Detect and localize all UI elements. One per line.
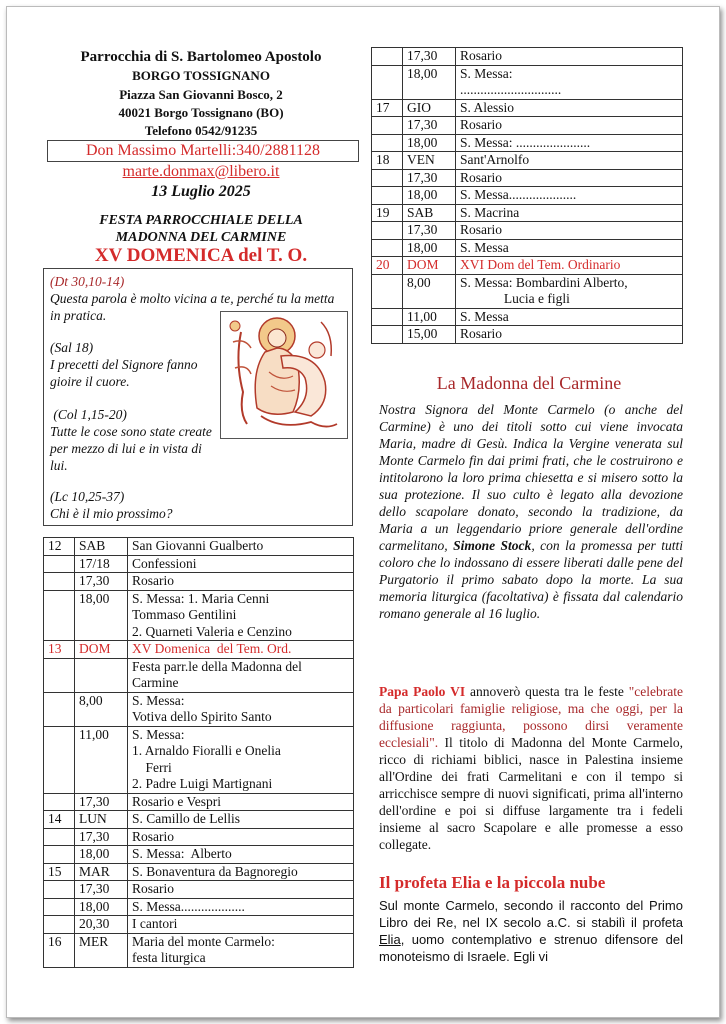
event-text: Sant'Arnolfo <box>456 152 683 170</box>
sunday-title: XV DOMENICA del T. O. <box>94 245 308 266</box>
day-number <box>372 117 403 135</box>
day-number <box>372 274 403 308</box>
good-samaritan-illustration <box>220 311 348 439</box>
day-number <box>372 65 403 99</box>
schedule-row <box>372 187 683 205</box>
day-number <box>44 658 75 692</box>
schedule-row <box>372 169 683 187</box>
event-text: Rosario <box>128 573 354 591</box>
schedule-row <box>44 590 354 641</box>
day-or-time: 18,00 <box>403 187 456 205</box>
schedule-row <box>372 274 683 308</box>
day-number <box>44 846 75 864</box>
reading-3 <box>50 406 212 474</box>
day-or-time: DOM <box>75 641 128 659</box>
schedule-row <box>44 846 354 864</box>
day-number <box>44 916 75 934</box>
day-or-time: SAB <box>75 538 128 556</box>
schedule-row <box>372 222 683 240</box>
event-text: S. Alessio <box>456 99 683 117</box>
day-or-time: 17/18 <box>75 555 128 573</box>
day-number <box>44 726 75 793</box>
reading-text: Tutte le cose sono state create per mezzo di lui e in vista di lui. <box>50 424 212 473</box>
schedule-row <box>44 692 354 726</box>
day-or-time: 8,00 <box>75 692 128 726</box>
event-text: Confessioni <box>128 555 354 573</box>
day-number: 14 <box>44 811 75 829</box>
madonna-text-a: Nostra Signora del Monte Carmelo (o anche del Carmine) è uno dei titoli sotto cui viene invocata Maria, madre di Gesù. Indica la Vergine venerata sul Monte Carmelo fin dai primi frati, che le costruirono e intitolarono la loro prima chiesetta e si misero sotto la sua protezione. Il suo culto è legato alla devozione dello scapolare donato, secondo la tradizione, da Maria a un leggendario priore generale dell'ordine carmelitano, <box>379 402 683 553</box>
day-or-time: 17,30 <box>403 169 456 187</box>
schedule-row <box>44 828 354 846</box>
day-number <box>44 898 75 916</box>
event-text: S. Macrina <box>456 204 683 222</box>
event-text: Rosario <box>456 222 683 240</box>
schedule-row <box>372 326 683 344</box>
event-text: S. Messa................... <box>128 898 354 916</box>
day-or-time: LUN <box>75 811 128 829</box>
day-number <box>372 326 403 344</box>
reading-ref: (Col 1,15-20) <box>53 407 127 422</box>
madonna-section-title: La Madonna del Carmine <box>436 373 622 393</box>
day-number <box>372 169 403 187</box>
town-name: BORGO TOSSIGNANO <box>132 68 270 83</box>
day-number: 13 <box>44 641 75 659</box>
day-number: 18 <box>372 152 403 170</box>
schedule-row <box>372 152 683 170</box>
schedule-row <box>372 65 683 99</box>
schedule-table-left <box>43 537 354 968</box>
day-number: 15 <box>44 863 75 881</box>
schedule-row <box>44 658 354 692</box>
event-text: S. Messa: ...................... <box>456 134 683 152</box>
priest-contact: Don Massimo Martelli:340/2881128 <box>47 140 359 162</box>
schedule-row <box>44 881 354 899</box>
day-or-time: 17,30 <box>75 573 128 591</box>
day-or-time <box>75 658 128 692</box>
day-or-time: 17,30 <box>403 117 456 135</box>
event-text: S. Camillo de Lellis <box>128 811 354 829</box>
day-number <box>44 828 75 846</box>
reading-2 <box>50 339 210 390</box>
schedule-row <box>44 726 354 793</box>
event-text: S. Messa: .............................. <box>456 65 683 99</box>
schedule-row <box>44 933 354 967</box>
pope-quote: "celebrate da particolari famiglie religiose, ma che oggi, per la diffusione raggiunta, possono dirsi veramente ecclesiali". <box>379 684 683 750</box>
phone: Telefono 0542/91235 <box>144 123 258 138</box>
day-or-time: 17,30 <box>75 881 128 899</box>
event-text: S. Messa <box>456 308 683 326</box>
madonna-paragraph-1 <box>379 401 683 622</box>
address: Piazza San Giovanni Bosco, 2 <box>119 87 283 102</box>
schedule-row <box>44 916 354 934</box>
elia-section-title: Il profeta Elia e la piccola nube <box>379 873 606 892</box>
day-or-time: 18,00 <box>403 65 456 99</box>
day-number <box>44 590 75 641</box>
event-text: Rosario <box>128 828 354 846</box>
day-or-time: 18,00 <box>75 898 128 916</box>
city: 40021 Borgo Tossignano (BO) <box>118 105 284 120</box>
elia-paragraph <box>379 897 683 965</box>
schedule-row <box>372 308 683 326</box>
day-or-time: 18,00 <box>75 590 128 641</box>
event-text: XV Domenica del Tem. Ord. <box>128 641 354 659</box>
day-or-time: VEN <box>403 152 456 170</box>
event-text: S. Bonaventura da Bagnoregio <box>128 863 354 881</box>
reading-ref: (Dt 30,10-14) <box>50 274 125 289</box>
schedule-row <box>372 257 683 275</box>
event-text: S. Messa: 1. Maria Cenni Tommaso Gentilini 2. Quarneti Valeria e Cenzino <box>128 590 354 641</box>
schedule-row <box>44 573 354 591</box>
schedule-row <box>44 555 354 573</box>
event-text: S. Messa: Bombardini Alberto, Lucia e figli <box>456 274 683 308</box>
day-number <box>44 881 75 899</box>
readings-box <box>43 268 353 526</box>
event-text: I cantori <box>128 916 354 934</box>
event-text: S. Messa: 1. Arnaldo Fioralli e Onelia Ferri 2. Padre Luigi Martignani <box>128 726 354 793</box>
day-number <box>44 793 75 811</box>
feast-line-2: MADONNA DEL CARMINE <box>115 230 287 245</box>
schedule-row <box>44 898 354 916</box>
reading-ref: (Lc 10,25-37) <box>50 489 125 504</box>
event-text: S. Messa: Alberto <box>128 846 354 864</box>
day-number <box>372 222 403 240</box>
pope-name: Papa Paolo VI <box>379 684 466 699</box>
event-text: Rosario <box>456 326 683 344</box>
event-text: Maria del monte Carmelo: festa liturgica <box>128 933 354 967</box>
day-number: 17 <box>372 99 403 117</box>
schedule-row <box>372 48 683 66</box>
schedule-row <box>44 793 354 811</box>
feast-title <box>43 212 359 246</box>
schedule-row <box>372 204 683 222</box>
day-or-time: 11,00 <box>75 726 128 793</box>
event-text: Rosario <box>456 169 683 187</box>
schedule-row <box>44 538 354 556</box>
event-text: S. Messa: Votiva dello Spirito Santo <box>128 692 354 726</box>
event-text: Rosario <box>128 881 354 899</box>
day-number: 16 <box>44 933 75 967</box>
day-number <box>372 48 403 66</box>
schedule-row <box>372 99 683 117</box>
event-text: San Giovanni Gualberto <box>128 538 354 556</box>
elia-link[interactable]: Elia <box>379 932 401 947</box>
event-text: S. Messa.................... <box>456 187 683 205</box>
reading-text: Questa parola è molto vicina a te, perché tu la metta in pratica. <box>50 291 335 323</box>
event-text: XVI Dom del Tem. Ordinario <box>456 257 683 275</box>
day-number: 19 <box>372 204 403 222</box>
day-or-time: 18,00 <box>75 846 128 864</box>
day-or-time: 8,00 <box>403 274 456 308</box>
day-number <box>372 308 403 326</box>
day-or-time: GIO <box>403 99 456 117</box>
event-text: Festa parr.le della Madonna del Carmine <box>128 658 354 692</box>
day-or-time: MAR <box>75 863 128 881</box>
event-text: S. Messa <box>456 239 683 257</box>
bulletin-page <box>6 6 720 1018</box>
madonna-paragraph-2 <box>379 683 683 853</box>
day-or-time: 15,00 <box>403 326 456 344</box>
schedule-table-right <box>371 47 683 344</box>
day-or-time: SAB <box>403 204 456 222</box>
day-or-time: MER <box>75 933 128 967</box>
day-number <box>44 573 75 591</box>
feast-line-1: FESTA PARROCCHIALE DELLA <box>99 213 303 228</box>
day-or-time: 17,30 <box>403 222 456 240</box>
schedule-row <box>44 641 354 659</box>
parish-name: Parrocchia di S. Bartolomeo Apostolo <box>80 49 322 65</box>
madonna-text-c: annoverò questa tra le feste <box>465 684 629 699</box>
schedule-row <box>372 134 683 152</box>
email-link[interactable]: marte.donmax@libero.it <box>122 163 280 180</box>
schedule-row <box>44 863 354 881</box>
reading-text: Chi è il mio prossimo? <box>50 506 173 521</box>
day-or-time: 18,00 <box>403 239 456 257</box>
simone-stock-name: Simone Stock <box>453 538 532 553</box>
madonna-text-d: Il titolo di Madonna del Monte Carmelo, ricco di richiami biblici, nasce in Palestina insieme all'Ordine dei frati Carmelitani e con il tempo si arricchisce sempre di nuovi significati, prima all'interno dell'ordine e poi si diffuse largamente tra i fedeli insieme al sacro Scapolare e alle promesse a esso collegate. <box>379 735 683 852</box>
event-text: Rosario <box>456 48 683 66</box>
elia-text-a: Sul monte Carmelo, secondo il racconto del Primo Libro dei Re, nel IX secolo a.C. si stabilì il profeta <box>379 898 683 930</box>
schedule-row <box>44 811 354 829</box>
day-number <box>372 187 403 205</box>
reading-4 <box>50 488 346 522</box>
day-or-time: 18,00 <box>403 134 456 152</box>
reading-text: I precetti del Signore fanno gioire il cuore. <box>50 357 198 389</box>
day-number <box>44 555 75 573</box>
day-or-time: 11,00 <box>403 308 456 326</box>
event-text: Rosario e Vespri <box>128 793 354 811</box>
day-number <box>372 134 403 152</box>
madonna-text-b: , con la promessa per tutti coloro che lo indossano di essere liberati dalle pene del Purgatorio il primo sabato dopo la morte. La sua memoria liturgica (facoltativa) è fissata dal calendario romano generale al 16 luglio. <box>379 538 683 621</box>
day-number: 12 <box>44 538 75 556</box>
event-text: Rosario <box>456 117 683 135</box>
day-or-time: 17,30 <box>75 828 128 846</box>
schedule-row <box>372 239 683 257</box>
day-or-time: 20,30 <box>75 916 128 934</box>
day-number <box>44 692 75 726</box>
day-or-time: DOM <box>403 257 456 275</box>
schedule-row <box>372 117 683 135</box>
elia-text-b: , uomo contemplativo e strenuo difensore del monoteismo di Israele. Egli vi <box>379 932 683 964</box>
day-number <box>372 239 403 257</box>
day-or-time: 17,30 <box>403 48 456 66</box>
day-or-time: 17,30 <box>75 793 128 811</box>
reading-ref: (Sal 18) <box>50 340 94 355</box>
day-number: 20 <box>372 257 403 275</box>
bulletin-date: 13 Luglio 2025 <box>151 183 251 200</box>
